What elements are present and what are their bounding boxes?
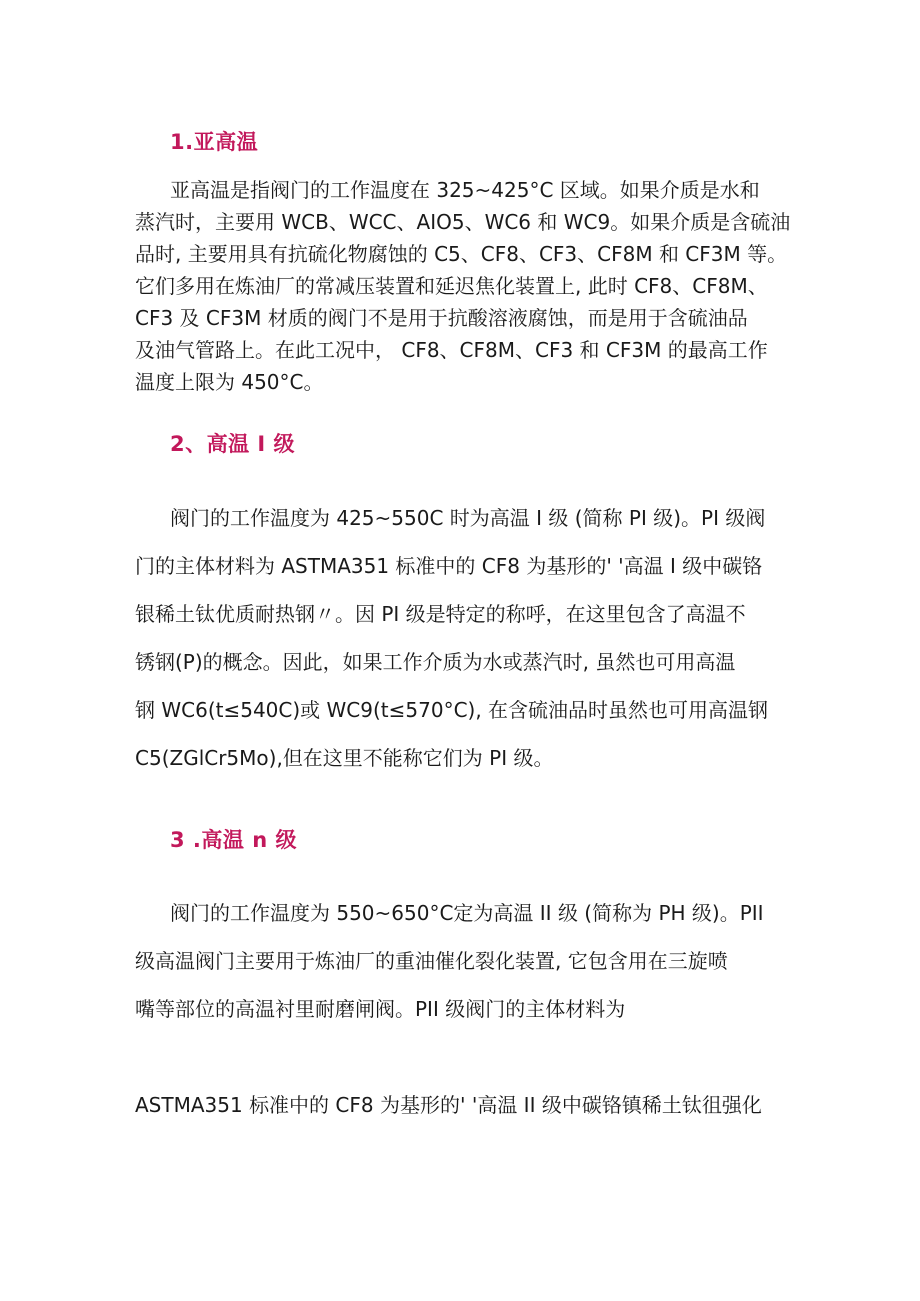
paragraph-line: 锈钢(P)的概念。因此，如果工作介质为水或蒸汽时, 虽然也可用高温 <box>135 650 736 674</box>
section-heading-3: 3 .高温 n 级 <box>170 828 297 852</box>
paragraph-line: 门的主体材料为 ASTMA351 标准中的 CF8 为基形的' '高温 I 级中碳铬 <box>135 554 763 578</box>
paragraph-line: 阀门的工作温度为 550~650°C定为高温 II 级 (简称为 PH 级)。PII <box>170 901 764 925</box>
paragraph-line: 亚高温是指阀门的工作温度在 325~425°C 区域。如果介质是水和 <box>170 178 760 202</box>
paragraph-line: CF3 及 CF3M 材质的阀门不是用于抗酸溶液腐蚀，而是用于含硫油品 <box>135 306 748 330</box>
section-heading-2: 2、高温 I 级 <box>170 432 296 456</box>
paragraph-line: 温度上限为 450°C。 <box>135 370 324 394</box>
paragraph-line: 蒸汽时，主要用 WCB、WCC、AIO5、WC6 和 WC9。如果介质是含硫油 <box>135 210 791 234</box>
section-heading-1: 1.亚高温 <box>170 130 259 154</box>
paragraph-line: 银稀土钛优质耐热钢〃。因 PI 级是特定的称呼，在这里包含了高温不 <box>135 602 746 626</box>
paragraph-line-trailing: ASTMA351 标准中的 CF8 为基形的' '高温 II 级中碳铬镇稀土钛徂强化 <box>135 1093 762 1117</box>
paragraph-line: 嘴等部位的高温衬里耐磨闸阀。PII 级阀门的主体材料为 <box>135 997 626 1021</box>
paragraph-line: 它们多用在炼油厂的常减压装置和延迟焦化装置上, 此时 CF8、CF8M、 <box>135 274 768 298</box>
paragraph-line: 阀门的工作温度为 425~550C 时为高温 I 级 (简称 PI 级)。PI 级阀 <box>170 506 766 530</box>
paragraph-line: 钢 WC6(t≤540C)或 WC9(t≤570°C), 在含硫油品时虽然也可用高温钢 <box>135 698 769 722</box>
paragraph-line: C5(ZGlCr5Mo),但在这里不能称它们为 PI 级。 <box>135 746 554 770</box>
paragraph-line: 级高温阀门主要用于炼油厂的重油催化裂化装置, 它包含用在三旋喷 <box>135 949 728 973</box>
paragraph-line: 及油气管路上。在此工况中， CF8、CF8M、CF3 和 CF3M 的最高工作 <box>135 338 768 362</box>
paragraph-line: 品时, 主要用具有抗硫化物腐蚀的 C5、CF8、CF3、CF8M 和 CF3M 等。 <box>135 242 788 266</box>
